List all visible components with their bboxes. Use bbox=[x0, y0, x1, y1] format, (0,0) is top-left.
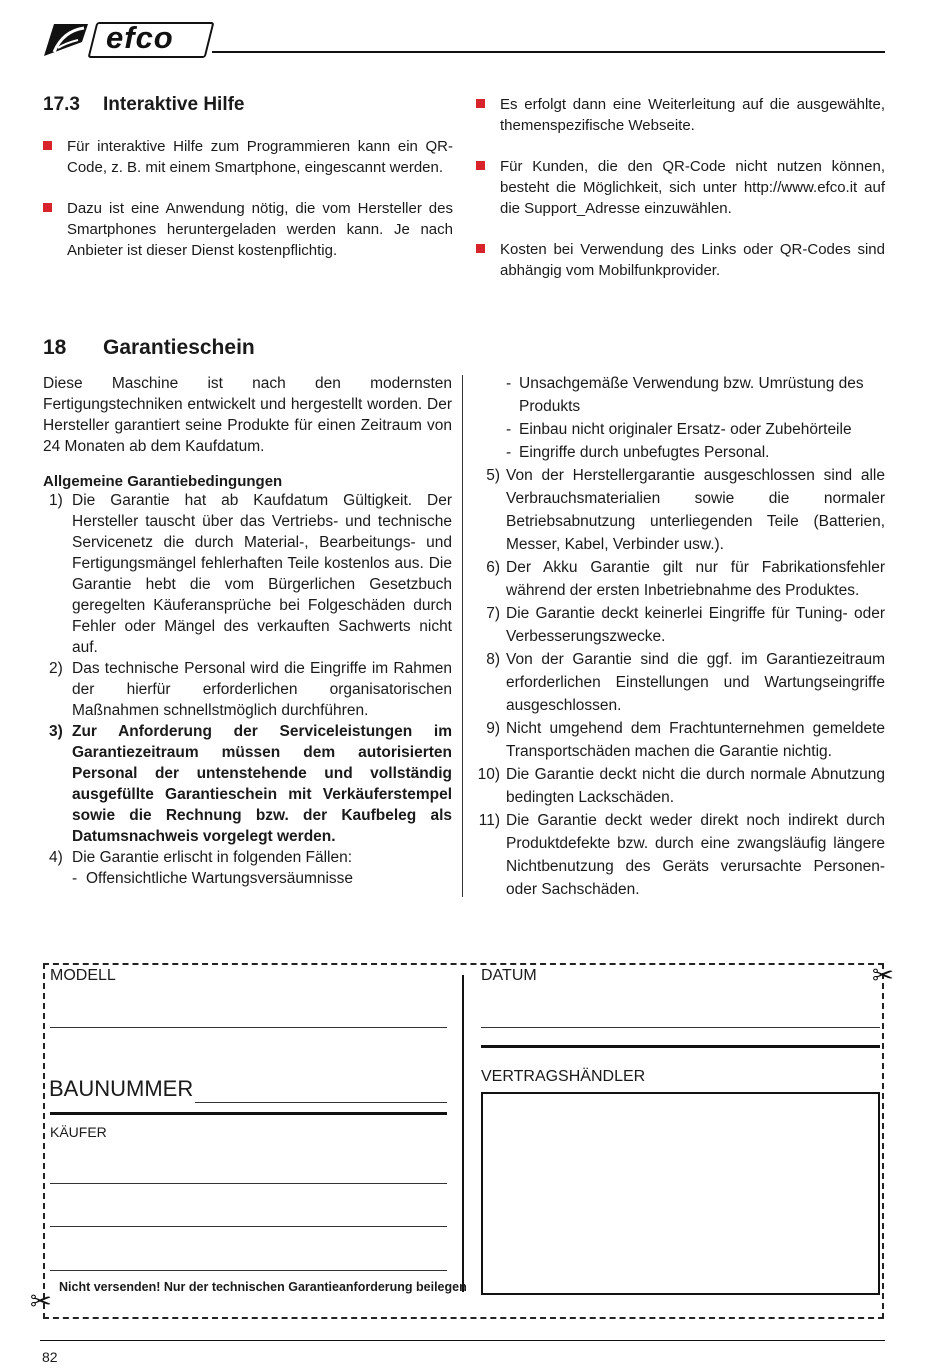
footer-rule bbox=[40, 1340, 885, 1341]
exclusion-sublist bbox=[474, 372, 885, 464]
brand-wordmark: efco bbox=[106, 20, 174, 55]
scissors-icon: ✂ bbox=[872, 960, 894, 990]
section-17-3-heading bbox=[43, 94, 453, 116]
bullet-square-icon bbox=[476, 244, 485, 253]
datum-underline bbox=[481, 1045, 880, 1048]
baunummer-label: BAUNUMMER bbox=[49, 1076, 194, 1101]
list-item: - Offensichtliche Wartungsversäumnisse bbox=[72, 870, 354, 887]
efco-logo bbox=[40, 18, 210, 58]
datum-field[interactable] bbox=[481, 1027, 880, 1028]
bullet-list bbox=[43, 136, 453, 261]
section-18-heading bbox=[43, 336, 463, 360]
scissors-icon: ✂ bbox=[30, 1286, 52, 1316]
baunummer-underline bbox=[50, 1112, 447, 1115]
bullet-square-icon bbox=[43, 141, 52, 150]
list-item: 8) Von der Garantie sind die ggf. im Garantiezeitraum erforderlichen Einstellungen und Wartungseingriffe ausgeschlossen. bbox=[486, 651, 885, 714]
modell-label: MODELL bbox=[50, 967, 116, 984]
section-17-3-left bbox=[43, 94, 453, 281]
list-item: 9) Nicht umgehend dem Frachtunternehmen gemeldete Transportschäden machen die Garantie nichtig. bbox=[486, 720, 885, 760]
datum-label: DATUM bbox=[481, 967, 537, 984]
section-17-3-right bbox=[476, 94, 885, 301]
list-item: - Eingriffe durch unbefugtes Personal. bbox=[506, 444, 770, 461]
section-title: Garantieschein bbox=[103, 336, 255, 359]
baunummer-field[interactable] bbox=[195, 1102, 447, 1103]
conditions-list bbox=[474, 464, 885, 901]
list-item: Für Kunden, die den QR-Code nicht nutzen können, besteht die Möglichkeit, sich unter http://www.efco.it auf die Support_Adresse einzuwählen. bbox=[476, 156, 885, 219]
coupon-note: Nicht versenden! Nur der technischen Garantieanforderung beilegen bbox=[59, 1280, 467, 1294]
kaeufer-label: KÄUFER bbox=[50, 1124, 107, 1140]
column-divider bbox=[462, 375, 463, 897]
vertragshaendler-label: VERTRAGSHÄNDLER bbox=[481, 1068, 646, 1085]
section-number: 18 bbox=[43, 336, 67, 359]
list-item: 1) Die Garantie hat ab Kaufdatum Gültigkeit. Der Hersteller tauscht über das Vertriebs- und technische Servicenetz die durch Material-, Bearbeitungs- und Fertigungsmängel fehlerhaften Teile kostenlos aus. Die Garantie hebt die vom Bürgerlichen Gesetzbuch geregelten Käuferansprüche bei Folgeschäden durch Fehler oder Mängel des verkauften Sachwerts nicht auf. bbox=[49, 492, 452, 656]
kaeufer-field-2[interactable] bbox=[50, 1226, 447, 1227]
intro-paragraph: Diese Maschine ist nach den modernsten Fertigungstechniken entwickelt und hergestellt worden. Der Hersteller garantiert seine Produkte für einen Zeitraum von 24 Monaten ab dem Kaufdatum. bbox=[43, 375, 452, 455]
bullet-square-icon bbox=[476, 161, 485, 170]
page-number: 82 bbox=[42, 1349, 58, 1365]
section-18-heading-wrap bbox=[43, 336, 463, 360]
list-item: Es erfolgt dann eine Weiterleitung auf die ausgewählte, themenspezifische Webseite. bbox=[476, 94, 885, 136]
list-item: 5) Von der Herstellergarantie ausgeschlossen sind alle Verbrauchsmaterialien sowie die normaler Betriebsabnutzung unterliegenden Teile (Batterien, Messer, Kabel, Verbinder usw.). bbox=[486, 467, 885, 553]
header-rule bbox=[212, 51, 885, 53]
section-number: 17.3 bbox=[43, 94, 80, 115]
list-item: Dazu ist eine Anwendung nötig, die vom Hersteller des Smartphones heruntergeladen werden kann. Je nach Anbieter ist dieser Dienst kostenpflichtig. bbox=[43, 198, 453, 261]
bullet-square-icon bbox=[43, 203, 52, 212]
dealer-stamp-box[interactable] bbox=[481, 1092, 880, 1295]
modell-field[interactable] bbox=[50, 1027, 447, 1028]
list-item: Für interaktive Hilfe zum Programmieren kann ein QR-Code, z. B. mit einem Smartphone, eingescannt werden. bbox=[43, 136, 453, 178]
list-item: 7) Die Garantie deckt keinerlei Eingriffe für Tuning- oder Verbesserungszwecke. bbox=[486, 605, 885, 645]
list-item: 6) Der Akku Garantie gilt nur für Fabrikationsfehler während der ersten Inbetriebnahme des Produktes. bbox=[486, 559, 885, 599]
list-item: 4) Die Garantie erlischt in folgenden Fällen: bbox=[49, 849, 353, 866]
section-title: Interaktive Hilfe bbox=[103, 94, 245, 115]
list-item: Kosten bei Verwendung des Links oder QR-Codes sind abhängig vom Mobilfunkprovider. bbox=[476, 239, 885, 281]
list-item: 10) Die Garantie deckt nicht die durch normale Abnutzung bedingten Lackschäden. bbox=[477, 766, 885, 806]
exclusion-sublist bbox=[43, 868, 452, 889]
conditions-list bbox=[43, 490, 452, 868]
list-item: 2) Das technische Personal wird die Eingriffe im Rahmen der hierfür erforderlichen organisatorischen Maßnahmen schnellstmöglich durchführen. bbox=[49, 660, 452, 719]
list-item: - Unsachgemäße Verwendung bzw. Umrüstung des Produkts bbox=[506, 375, 864, 415]
kaeufer-field-3[interactable] bbox=[50, 1270, 447, 1271]
section-18-left-column bbox=[43, 373, 452, 889]
list-item: 3) Zur Anforderung der Serviceleistungen im Garantiezeitraum müssen dem autorisierten Personal der untenstehende und vollständig ausgefüllte Garantieschein mit Verkäuferstempel sowie die Rechnung bzw. der Kaufbeleg als Datumsnachweis vorgelegt werden. bbox=[49, 723, 452, 845]
list-item: 11) Die Garantie deckt weder direkt noch indirekt durch Produktdefekte bzw. durch eine zwangsläufig längere Nichtbenutzung des Geräts verursachte Personen- oder Sachschäden. bbox=[478, 812, 885, 898]
kaeufer-field-1[interactable] bbox=[50, 1183, 447, 1184]
conditions-title: Allgemeine Garantiebedingungen bbox=[43, 473, 283, 490]
section-18-right-column bbox=[474, 372, 885, 901]
bullet-square-icon bbox=[476, 99, 485, 108]
bullet-list bbox=[476, 94, 885, 281]
leaf-logo-icon bbox=[40, 18, 92, 58]
coupon-divider bbox=[462, 975, 464, 1292]
list-item: - Einbau nicht originaler Ersatz- oder Zubehörteile bbox=[506, 421, 852, 438]
